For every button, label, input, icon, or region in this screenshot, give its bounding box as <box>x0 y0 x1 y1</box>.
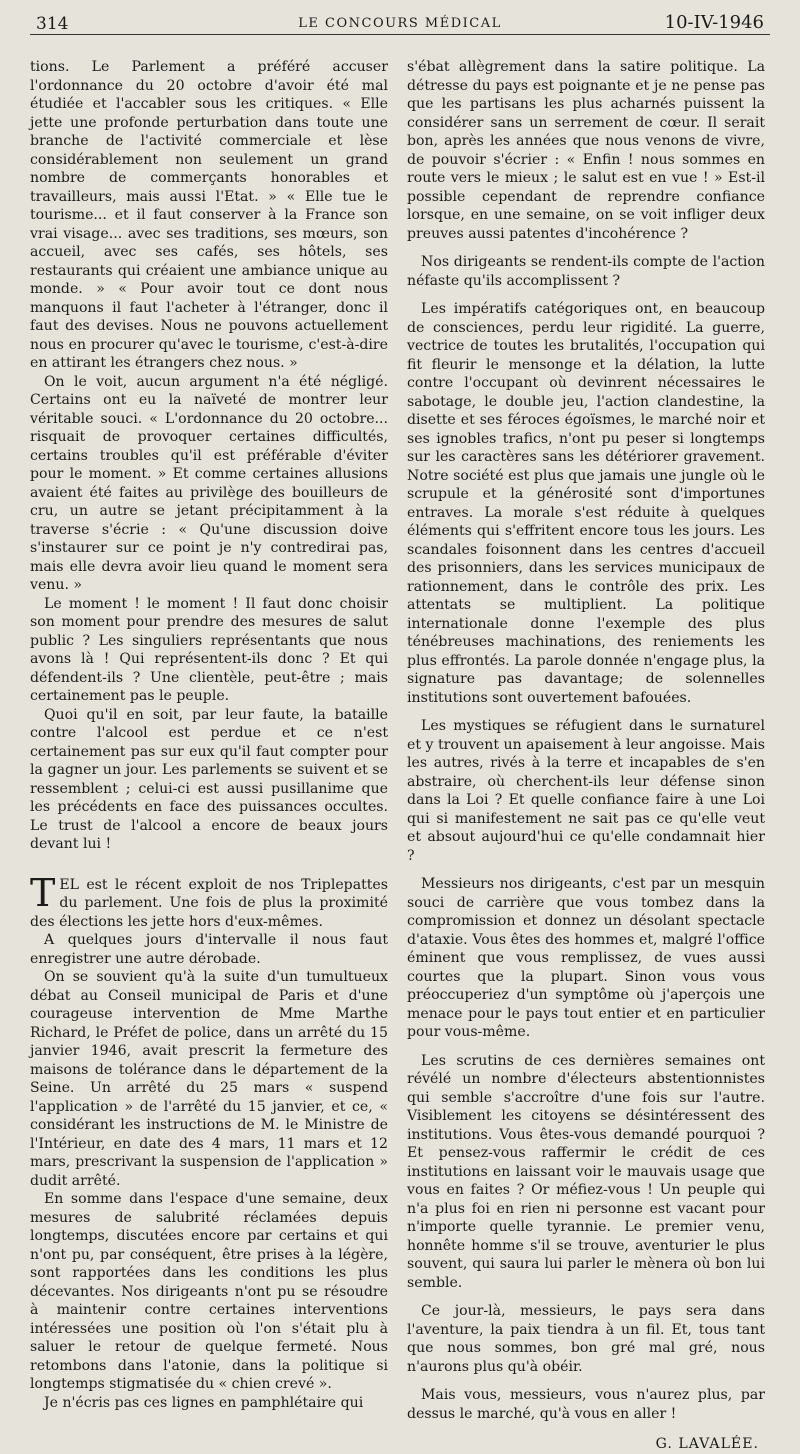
paragraph: Messieurs nos dirigeants, c'est par un mesquin souci de carrière que vous tombez dans la compromission et donnez un désolant spectacle d'ataxie. Vous êtes des hommes et, malgré l'office éminent que vous remplissez, de vues aussi courtes que la plupart. Sinon vous vous préoccuperiez d'un symptôme où j'aperçois une menace pour le pays tout entier et en particulier pour vous-même. <box>407 876 765 1040</box>
drop-cap-letter: T <box>30 870 56 915</box>
left-column <box>30 58 388 1412</box>
paragraph: tions. Le Parlement a préféré accuser l'ordonnance du 20 octobre d'avoir été mal étudiée et l'accabler sous les critiques. « Elle jette une profonde perturbation dans toute une branche de l'activité commerciale et lèse considérablement non seulement un grand nombre de commerçants honorables et travailleurs, mais aussi l'Etat. » « Elle tue le tourisme... et il faut conserver à la France son vrai visage... avec ses traditions, ses mœurs, son accueil, avec ses cafés, ses hôtels, ses restaurants qui créaient une ambiance unique au monde. » « Pour avoir tout ce dont nous manquons il faut l'acheter à l'étranger, donc il faut des devises. Nous ne pouvons actuellement nous en procurer qu'avec le tourisme, c'est-à-dire en attirant les étrangers chez nous. » <box>30 59 388 371</box>
paragraph-text: EL est le récent exploit de nos Triplepattes du parlement. Une fois de plus la proximité des élections les jette hors d'eux-mêmes. <box>30 876 388 930</box>
paragraph: s'ébat allègrement dans la satire politique. La détresse du pays est poignante et je ne pense pas que les partisans les plus acharnés puissent la considérer sans un serrement de cœur. Il serait bon, après les années que nous venons de vivre, de pouvoir s'écrier : « Enfin ! nous sommes en route vers le mieux ; le salut est en vue ! » Est-il possible cependant de reprendre confiance lorsque, en une semaine, on se voit infliger deux preuves aussi patentes d'incohérence ? <box>407 59 765 242</box>
paragraph: En somme dans l'espace d'une semaine, deux mesures de salubrité réclamées depuis longtemps, discutées encore par certains et qui n'ont pu, par conséquent, être prises à la légère, sont rapportées dans les conditions les plus décevantes. Nos dirigeants n'ont pu se résoudre à maintenir contre certaines interventions intéressées une position où l'on s'était plu à saluer le retour de quelque fermeté. Nous retombons dans l'atonie, dans la politique si longtemps stigmatisée du « chien crevé ». <box>30 1191 388 1392</box>
paragraph: Nos dirigeants se rendent-ils compte de l'action néfaste qu'ils accomplissent ? <box>407 254 765 289</box>
paragraph-dropcap <box>30 870 388 932</box>
page-number: 314 <box>36 14 69 34</box>
page-header <box>30 8 770 35</box>
paragraph: Les mystiques se réfugient dans le surnaturel et y trouvent un apaisement à leur angoisse. Mais les autres, rivés à la terre et incapables de s'en abstraire, où cherchent-ils leur défense sinon dans la Loi ? Et quelle confiance faire à une Loi qui si manifestement ne sait pas ce qu'elle veut et absout aujourd'hui ce qu'elle condamnait hier ? <box>407 718 765 864</box>
paragraph: A quelques jours d'intervalle il nous faut enregistrer une autre dérobade. <box>30 932 388 967</box>
issue-date: 10-IV-1946 <box>664 12 764 33</box>
right-column <box>407 58 765 1454</box>
author-signature: G. LAVALÉE. <box>655 1436 759 1452</box>
journal-title: LE CONCOURS MÉDICAL <box>298 16 502 31</box>
paragraph: Mais vous, messieurs, vous n'aurez plus, par dessus le marché, qu'à vous en aller ! <box>407 1387 765 1422</box>
paragraph: Le moment ! le moment ! Il faut donc choisir son moment pour prendre des mesures de salut public ? Les singuliers représentants que nous avons là ! Qui représentent-ils donc ? Et qui défendent-ils ? Une clientèle, peut-être ; mais certainement pas le peuple. <box>30 595 388 704</box>
paragraph: Quoi qu'il en soit, par leur faute, la bataille contre l'alcool est perdue et ce n'est certainement pas sur eux qu'il faut compter pour la gagner un jour. Les parlements se suivent et se ressemblent ; celui-ci est aussi pusillanime que les précédents en face des puissances occultes. Le trust de l'alcool a encore de beaux jours devant lui ! <box>30 706 388 852</box>
paragraph: Les scrutins de ces dernières semaines ont révélé un nombre d'électeurs abstentionnistes qui semble s'accroître d'une fois sur l'autre. Visiblement les citoyens se désintéressent des institutions. Vous êtes-vous demandé pourquoi ? Et pensez-vous raffermir le crédit de ces institutions en laissant voir le mauvais usage que vous en faites ? Or méfiez-vous ! Un peuple qui n'a plus foi en rien ni personne est vacant pour n'importe quelle tyrannie. Le premier venu, honnête homme s'il se trouve, aventurier le plus souvent, qui saura lui parler le mènera où bon lui semble. <box>407 1052 765 1291</box>
paragraph: On le voit, aucun argument n'a été négligé. Certains ont eu la naïveté de montrer leur véritable souci. « L'ordonnance du 20 octobre... risquait de provoquer certaines difficultés, certains troubles qu'il est préférable d'éviter pour le moment. » Et comme certaines allusions avaient été faites au privilège des bouilleurs de cru, un autre se jetant précipitamment à la traverse s'écrie : « Qu'une discussion doive s'instaurer sur ce point je n'y contredirai pas, mais elle devra avoir lieu quand le moment sera venu. » <box>30 373 388 593</box>
paragraph: Les impératifs catégoriques ont, en beaucoup de consciences, perdu leur rigidité. La guerre, vectrice de toutes les brutalités, l'occupation qui fit fleurir le mensonge et la délation, la lutte contre l'occupant où devinrent nécessaires le sabotage, le double jeu, l'action clandestine, la disette et ses féroces égoïsmes, le marché noir et ses ignobles trafics, n'ont pu peser si longtemps sur les caractères sans les détériorer gravement. Notre société est plus que jamais une jungle où le scrupule et la générosité sont d'importunes entraves. La morale s'est réduite à quelques éléments qui s'effritent encore tous les jours. Les scandales foisonnent dans les centres d'accueil des prisonniers, dans les services municipaux de rationnement, dans le contrôle des prix. Les attentats se multiplient. La politique internationale donne l'exemple des plus ténébreuses machinations, des reniements les plus effrontés. La parole donnée n'engage plus, la signature pas davantage; de solennelles institutions sont ouvertement bafouées. <box>407 301 765 706</box>
paragraph: Je n'écris pas ces lignes en pamphlétaire qui <box>44 1394 364 1411</box>
paragraph: Ce jour-là, messieurs, le pays sera dans l'aventure, la paix tiendra à un fil. Et, tous tant que nous sommes, bon gré mal gré, nous n'aurons plus qu'à obéir. <box>407 1303 765 1375</box>
paragraph: On se souvient qu'à la suite d'un tumultueux débat au Conseil municipal de Paris et d'une courageuse intervention de Mme Marthe Richard, le Préfet de police, dans un arrêté du 15 janvier 1946, avait prescrit la fermeture des maisons de tolérance dans le département de la Seine. Un arrêté du 25 mars « suspend l'application » de l'arrêté du 15 janvier, et ce, « considérant les instructions de M. le Ministre de l'Intérieur, en date des 4 mars, 11 mars et 12 mars, prescrivant la suspension de l'application » dudit arrêté. <box>30 969 388 1189</box>
